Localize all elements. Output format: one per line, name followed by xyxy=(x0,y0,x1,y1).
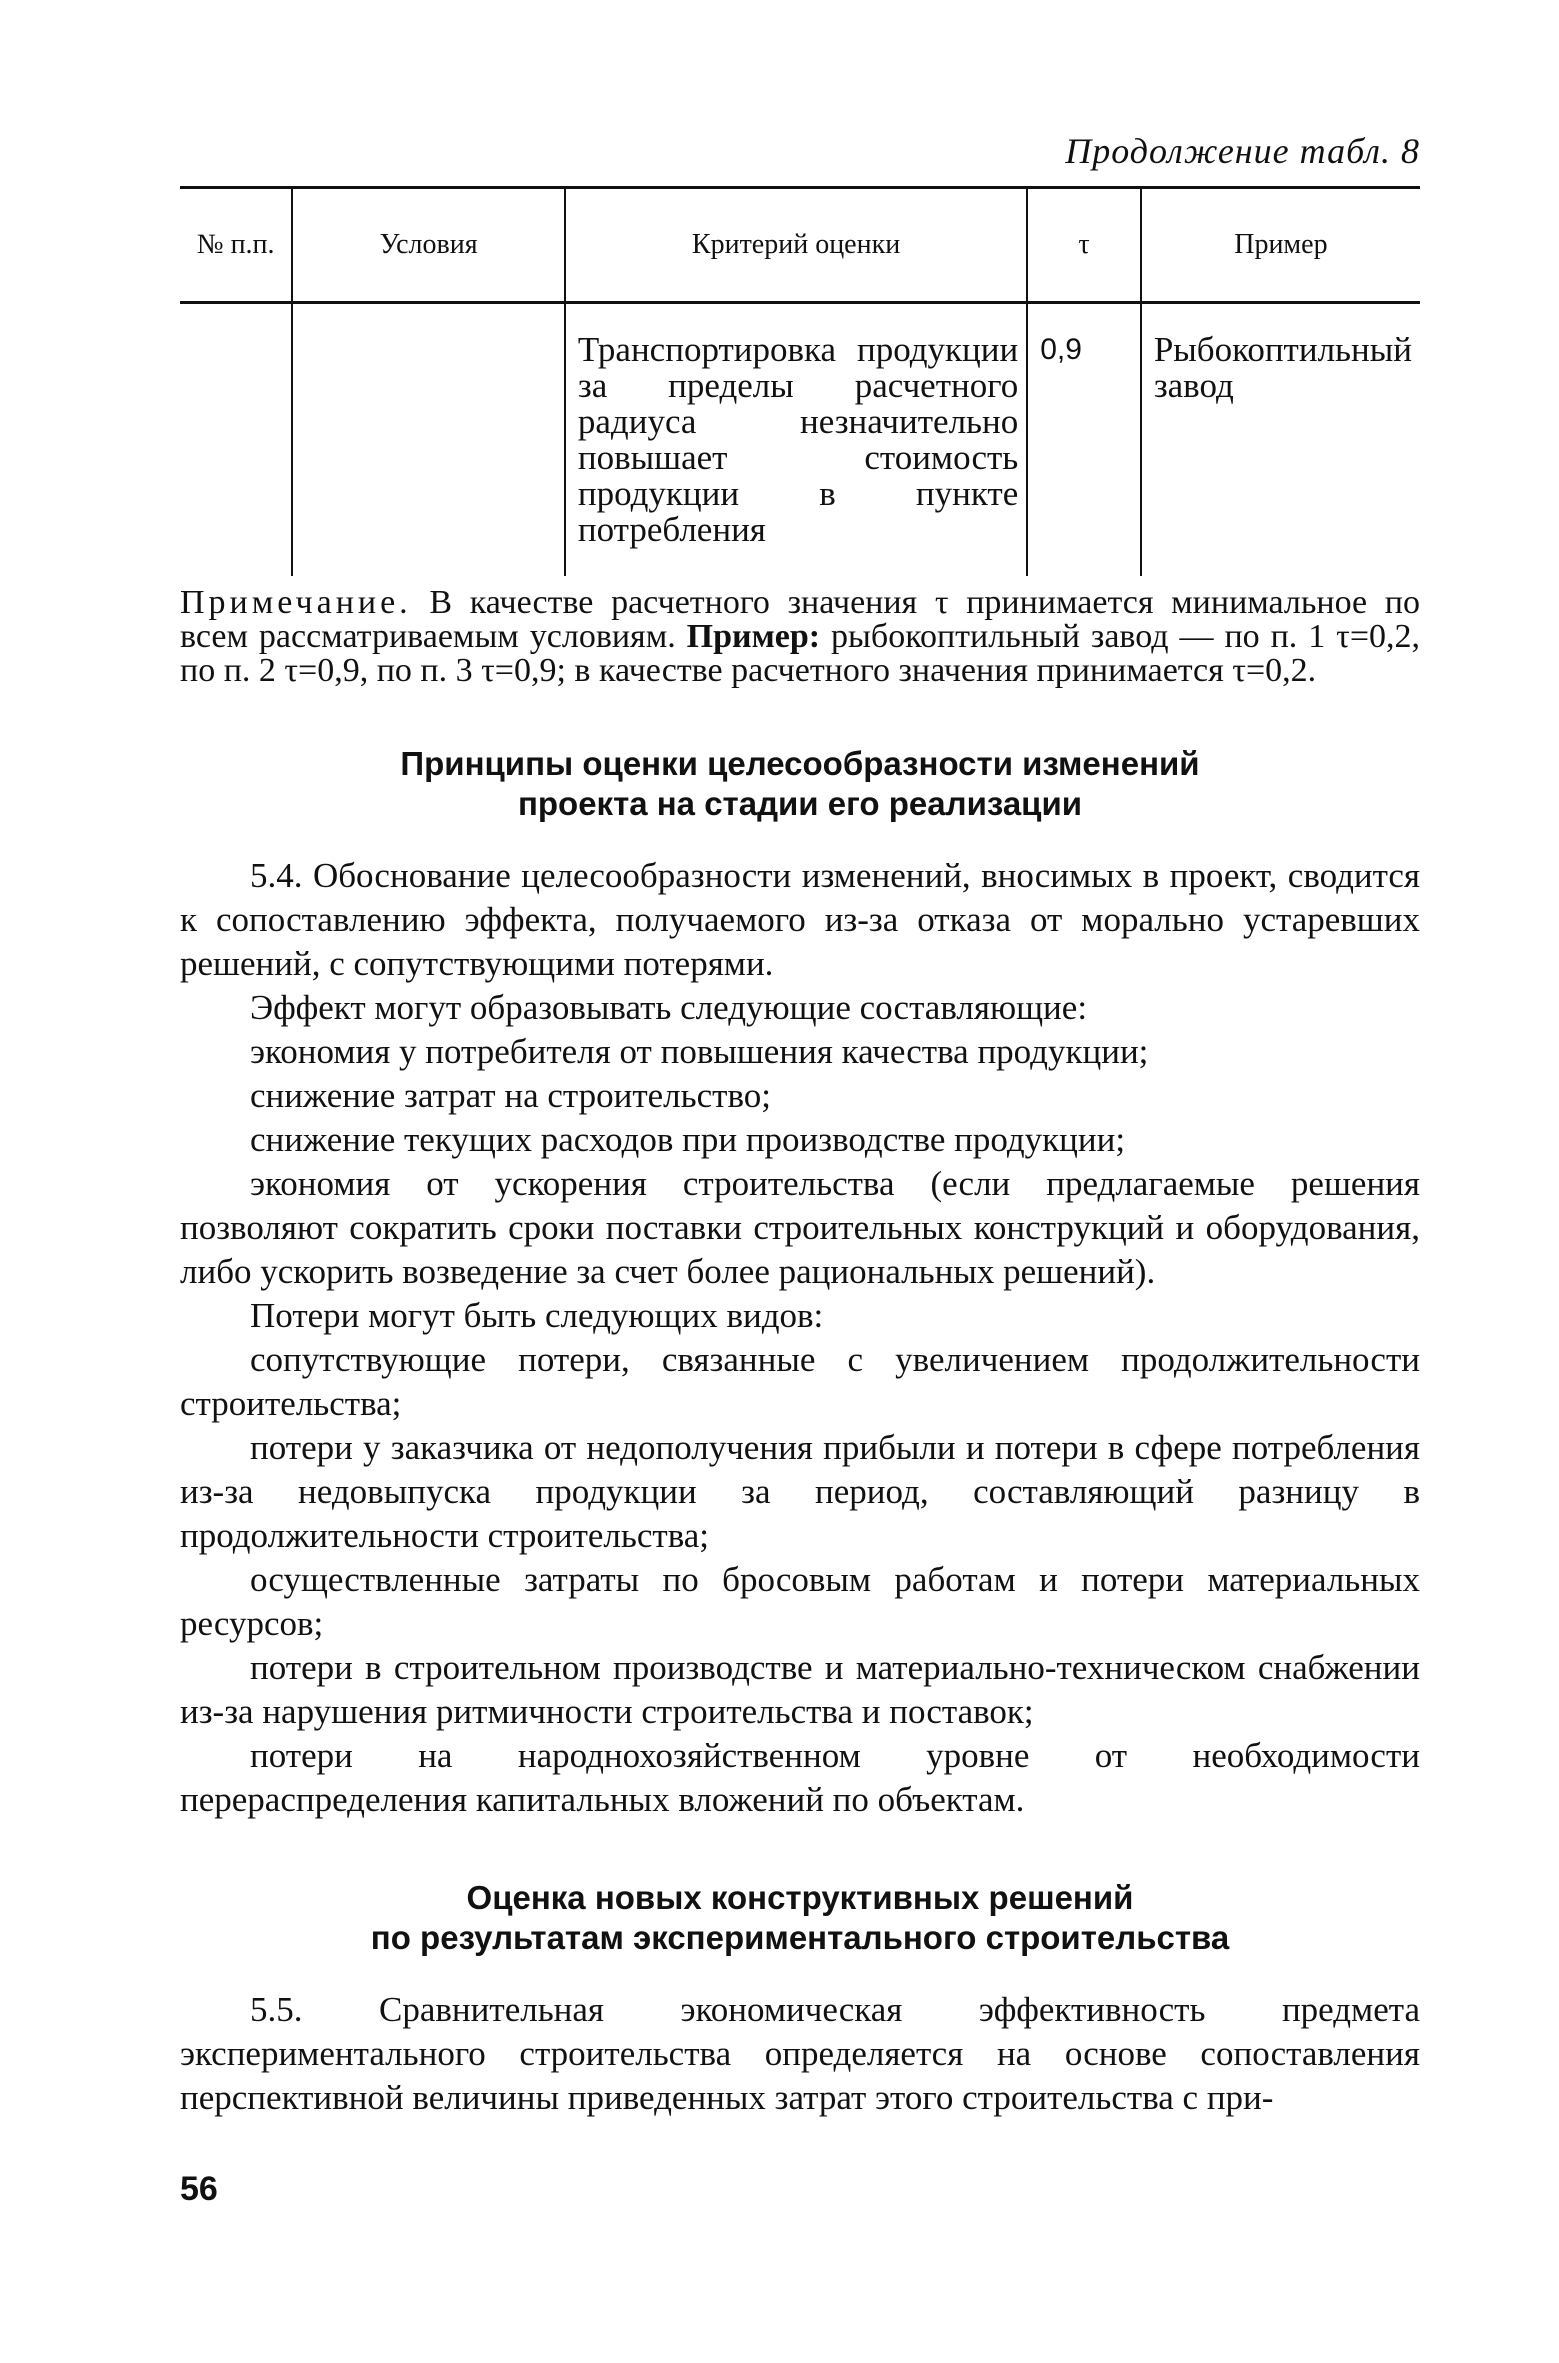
cell-example: Рыбокоптильный завод xyxy=(1141,303,1420,577)
col-header-criterion: Критерий оценки xyxy=(565,188,1027,303)
paragraph-5-4: 5.4. Обоснование целесообразности изменений, вносимых в проект, сводится к сопоставлению эффекта, получаемого из-за отказа от морально устаревших решений, с сопутствующими потерями. xyxy=(180,856,1420,983)
col-header-tau: τ xyxy=(1027,188,1141,303)
paragraph-5-5: 5.5. Сравнительная экономическая эффективность предмета экспериментального строительства определяется на основе сопоставления перспективной величины приведенных затрат этого строительства с при- xyxy=(180,1990,1420,2117)
list-item: потери на народнохозяйственном уровне от необходимости перераспределения капитальных вложений по объектам. xyxy=(180,1736,1420,1819)
col-header-example: Пример xyxy=(1141,188,1420,303)
table-header-row xyxy=(180,188,1420,303)
list-item: осуществленные затраты по бросовым работам и потери материальных ресурсов; xyxy=(180,1560,1420,1643)
note-label: Примечание. xyxy=(180,584,412,621)
list-item: потери в строительном производстве и материально-техническом снабжении из-за нарушения ритмичности строительства и поставок; xyxy=(180,1648,1420,1731)
cell-tau: 0,9 xyxy=(1027,303,1141,577)
table-continuation-label: Продолжение табл. 8 xyxy=(1065,131,1420,171)
list-item: экономия у потребителя от повышения качества продукции; xyxy=(250,1032,1149,1071)
page xyxy=(180,130,1420,2120)
list-item: сопутствующие потери, связанные с увеличением продолжительности строительства; xyxy=(180,1340,1420,1423)
cell-condition xyxy=(292,303,564,577)
page-number: 56 xyxy=(180,2170,218,2208)
table-row xyxy=(180,303,1420,577)
list-item: потери у заказчика от недополучения прибыли и потери в сфере потребления из-за недовыпуска продукции за период, составляющий разницу в продолжительности строительства; xyxy=(180,1428,1420,1555)
list-item: снижение текущих расходов при производстве продукции; xyxy=(250,1120,1126,1159)
list-item: снижение затрат на строительство; xyxy=(250,1076,771,1115)
note-text: В качестве расчетного значения τ принимается минимальное по всем рассматриваемым условиям. xyxy=(180,584,1420,655)
cell-criterion: Транспортировка продукции за пределы расчетного радиуса незначительно повышает стоимость продукции в пункте потребления xyxy=(565,303,1027,577)
list-item: экономия от ускорения строительства (если предлагаемые решения позволяют сократить сроки поставки строительных конструкций и оборудования, либо ускорить возведение за счет более рациональных решений). xyxy=(180,1164,1420,1291)
paragraph: Эффект могут образовывать следующие составляющие: xyxy=(250,988,1088,1027)
cell-number xyxy=(180,303,292,577)
table-note xyxy=(180,586,1420,688)
note-example-label: Пример: xyxy=(686,618,821,655)
col-header-conditions: Условия xyxy=(292,188,564,303)
note-example-text: рыбокоптильный завод — по п. 1 τ=0,2, по п. 2 τ=0,9, по п. 3 τ=0,9; в качестве расчетного значения принимается τ=0,2. xyxy=(180,618,1421,689)
criteria-table xyxy=(180,186,1420,576)
section-heading-principles: Принципы оценки целесообразности изменений проекта на стадии его реализации xyxy=(400,745,1200,822)
col-header-number: № п.п. xyxy=(180,188,292,303)
section-heading-evaluation: Оценка новых конструктивных решений по результатам экспериментального строительства xyxy=(370,1879,1230,1956)
paragraph: Потери могут быть следующих видов: xyxy=(250,1296,824,1335)
